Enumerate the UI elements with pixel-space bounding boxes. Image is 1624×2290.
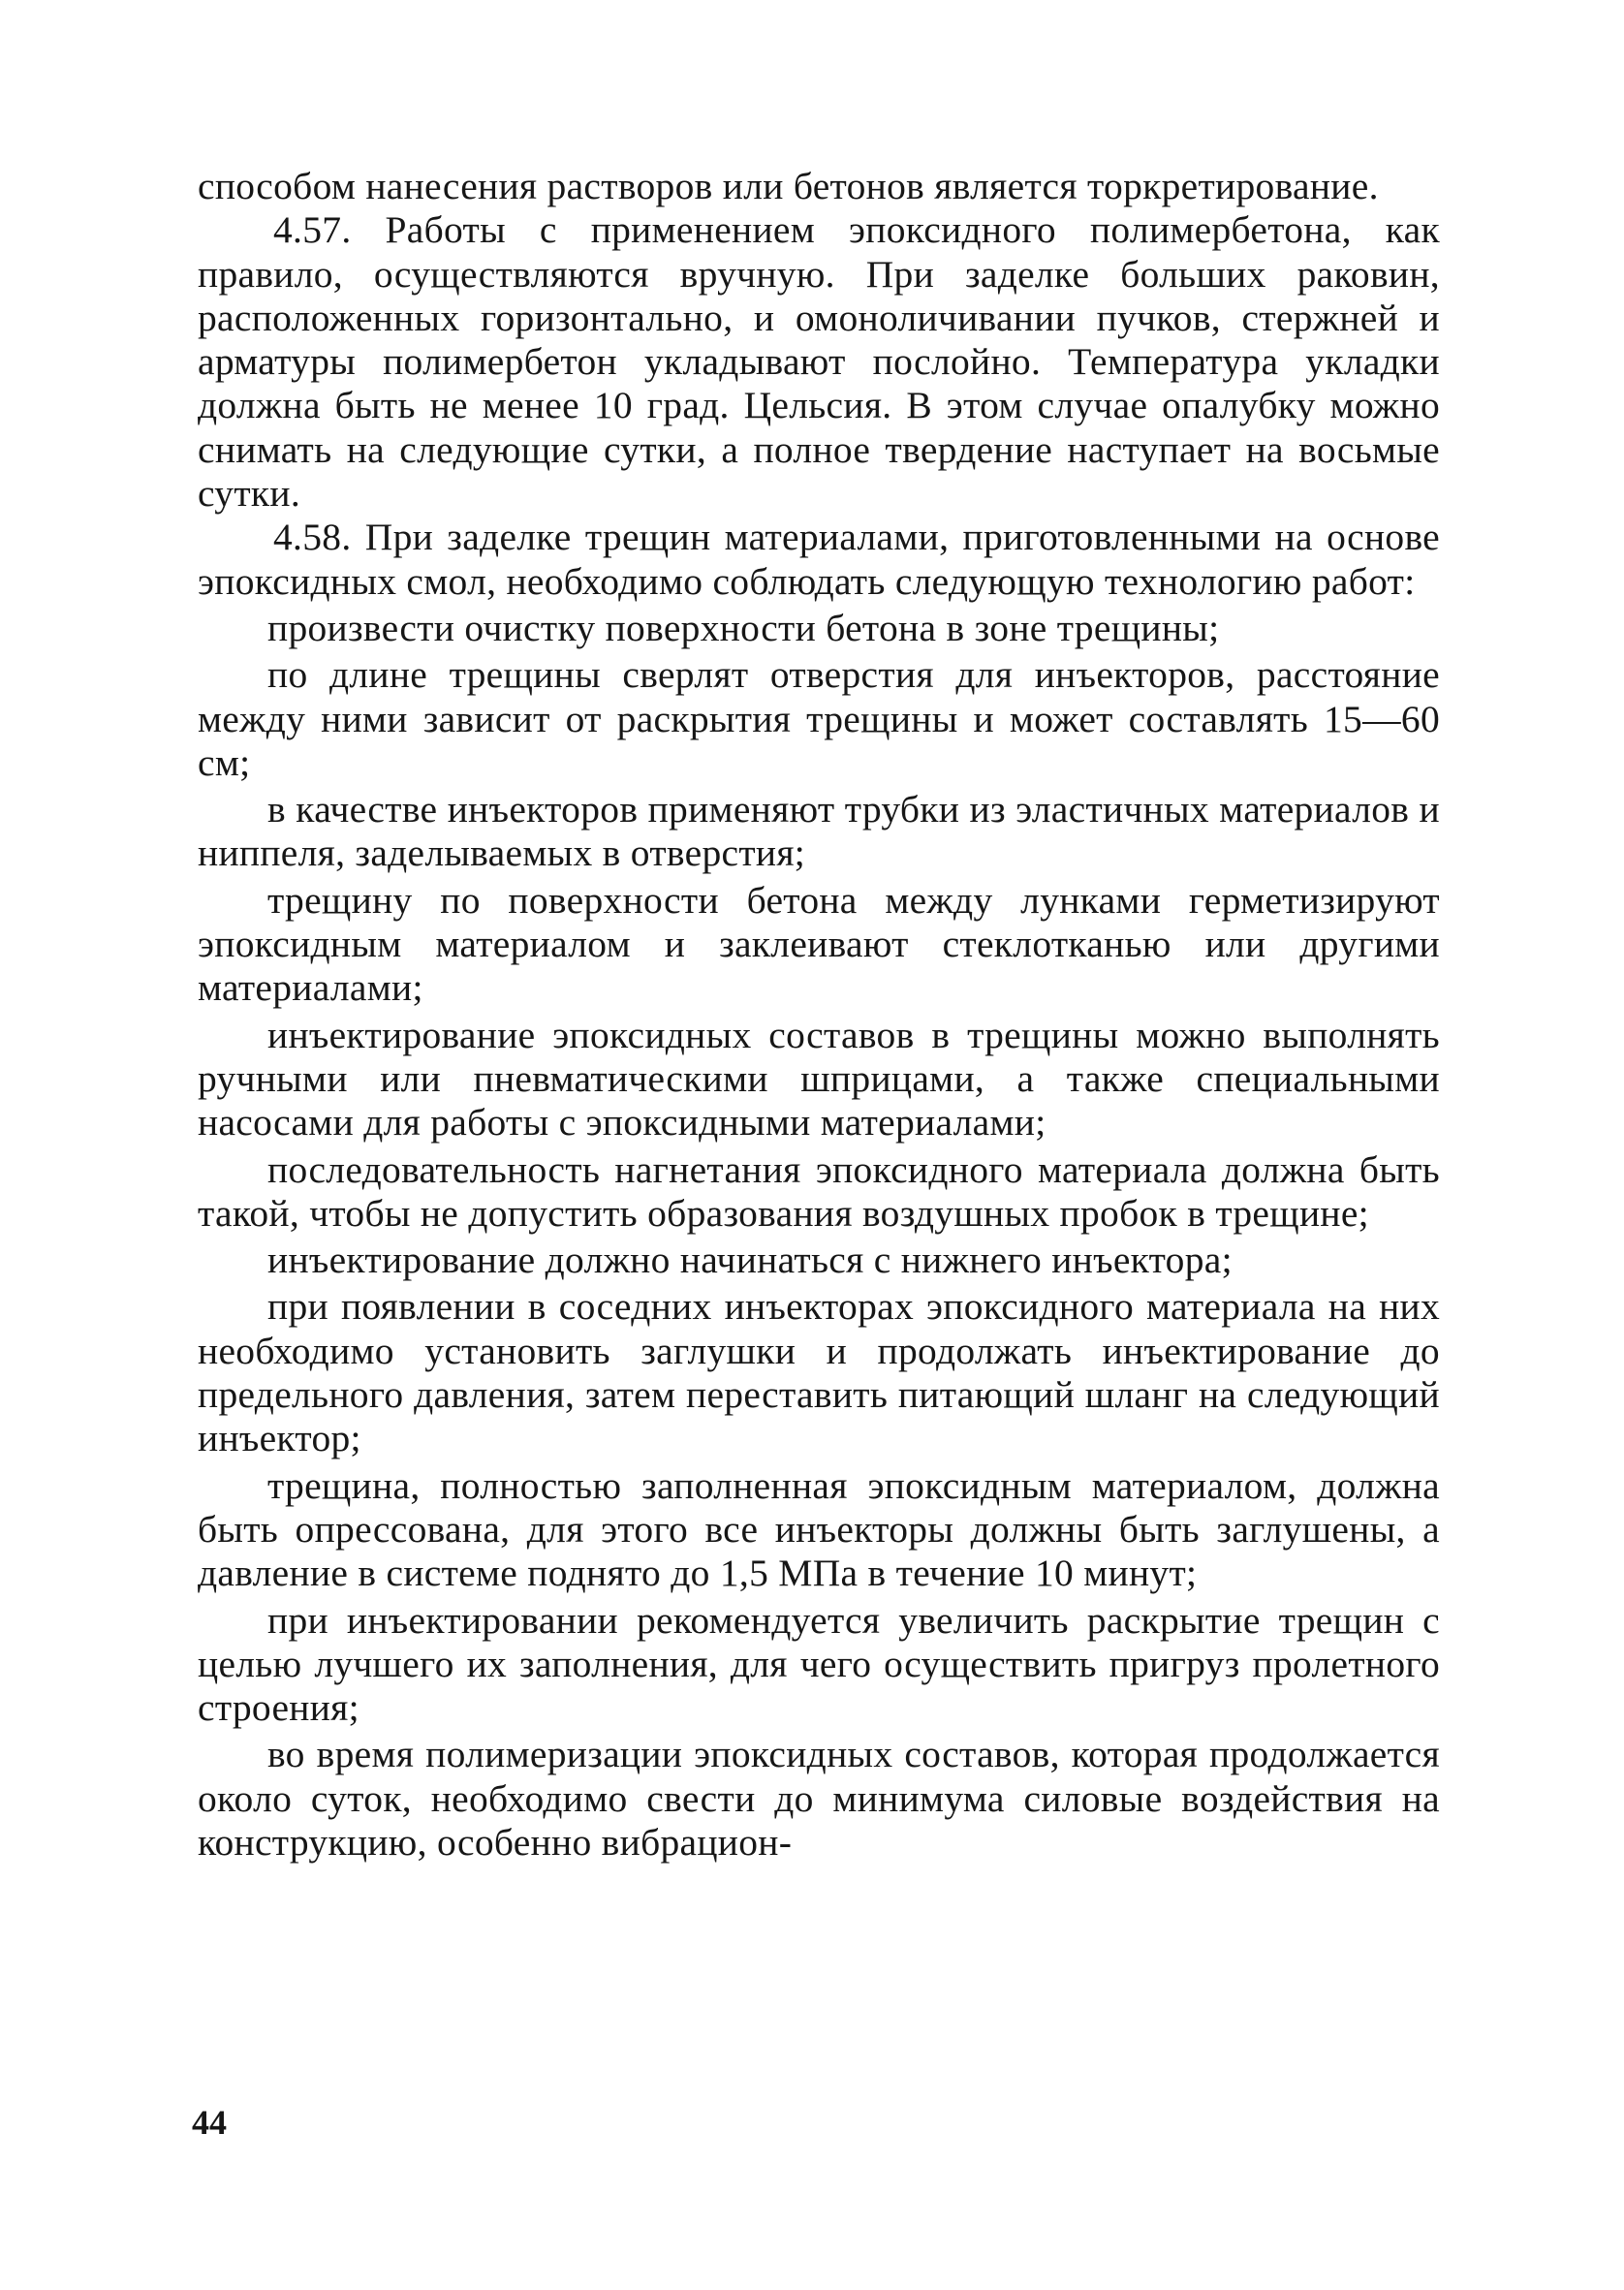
paragraph-4-58: 4.58. При заделке трещин материалами, приготовленными на основе эпоксидных смол, необходимо соблюдать следующую технологию работ: (198, 516, 1440, 603)
list-item: инъектирование должно начинаться с нижнего инъектора; (267, 1239, 1233, 1282)
list-item: при инъектировании рекомендуется увеличить раскрытие трещин с целью лучшего их заполнения, для чего осуществить пригруз пролетного строения; (198, 1598, 1440, 1730)
paragraph-4-57: 4.57. Работы с применением эпоксидного полимербетона, как правило, осуществляются вручную. При заделке больших раковин, расположенных горизонтально, и омоноличивании пучков, стержней и арматуры полимербетон укладывают послойно. Температура укладки должна быть не менее 10 град. Цельсия. В этом случае опалубку можно снимать на следующие сутки, а полное твердение наступает на восьмые сутки. (198, 208, 1440, 516)
list-item: в качестве инъекторов применяют трубки из эластичных материалов и ниппеля, заделываемых в отверстия; (198, 788, 1440, 875)
paragraph-continuation: способом нанесения растворов или бетонов является торкретирование. (198, 165, 1379, 207)
list-item: во время полимеризации эпоксидных составов, которая продолжается около суток, необходимо свести до минимума силовые воздействия на конструкцию, особенно вибрацион- (198, 1733, 1440, 1864)
body-text (198, 165, 1440, 1865)
list-item: при появлении в соседних инъекторах эпоксидного материала на них необходимо установить заглушки и продолжать инъектирование до предельного давления, затем переставить питающий шланг на следующий инъектор; (198, 1285, 1440, 1460)
list-item: трещина, полностью заполненная эпоксидным материалом, должна быть опрессована, для этого все инъекторы должны быть заглушены, а давление в системе поднято до 1,5 МПа в течение 10 минут; (198, 1463, 1440, 1595)
list-item: по длине трещины сверлят отверстия для инъекторов, расстояние между ними зависит от раскрытия трещины и может составлять 15—60 см; (198, 653, 1440, 784)
page-number: 44 (192, 2103, 227, 2142)
list-item: последовательность нагнетания эпоксидного материала должна быть такой, чтобы не допустить образования воздушных пробок в трещине; (198, 1147, 1440, 1235)
list-item: инъектирование эпоксидных составов в трещины можно выполнять ручными или пневматическими шприцами, а также специальными насосами для работы с эпоксидными материалами; (198, 1013, 1440, 1145)
list-item: произвести очистку поверхности бетона в зоне трещины; (267, 606, 1220, 649)
list-item: трещину по поверхности бетона между лунками герметизируют эпоксидным материалом и заклеивают стеклотканью или другими материалами; (198, 878, 1440, 1010)
